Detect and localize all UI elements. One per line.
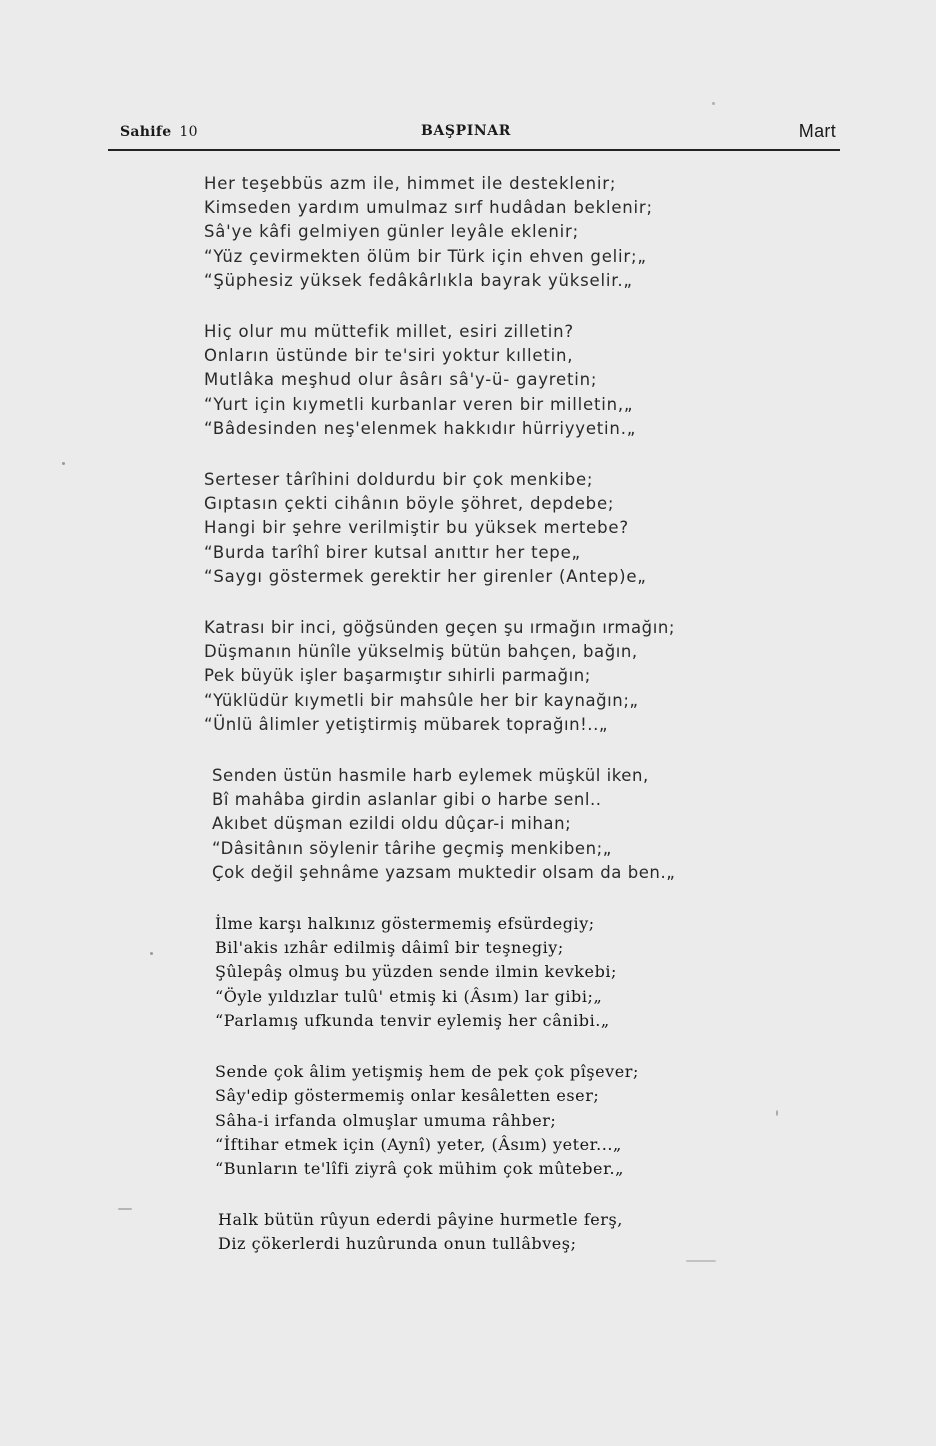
stanza-2 [204, 320, 824, 441]
verse-line: “Yüz çevirmekten ölüm bir Türk için ehven gelir;„ [204, 246, 647, 266]
scan-speck [62, 462, 65, 465]
verse-line: Sâ'ye kâfi gelmiyen günler leyâle eklenir; [204, 222, 579, 242]
verse-line: “Öyle yıldızlar tulû' etmiş ki (Âsım) lar gibi;„ [215, 986, 603, 1006]
verse-line: Hiç olur mu müttefik millet, esiri zilletin? [204, 322, 574, 342]
verse-line: “Burda tarîhî birer kutsal anıttır her tepe„ [204, 542, 581, 562]
verse-line: “Ünlü âlimler yetiştirmiş mübarek toprağın!..„ [204, 714, 608, 734]
verse-line: “İftihar etmek için (Aynî) yeter, (Âsım) yeter...„ [215, 1134, 622, 1154]
verse-line: Akıbet düşman ezildi oldu dûçar-i mihan; [212, 814, 572, 834]
verse-line: “Saygı göstermek gerektir her girenler (Antep)e„ [204, 566, 647, 586]
verse-line: Sende çok âlim yetişmiş hem de pek çok pîşever; [215, 1062, 639, 1082]
verse-line: Hangi bir şehre verilmiştir bu yüksek mertebe? [204, 518, 629, 538]
verse-line: “Yurt için kıymetli kurbanlar veren bir milletin,„ [204, 394, 634, 414]
verse-line: “Parlamış ufkunda tenvir eylemiş her cânibi.„ [215, 1010, 610, 1030]
verse-line: Bî mahâba girdin aslanlar gibi o harbe senl.. [212, 790, 602, 810]
verse-line: Her teşebbüs azm ile, himmet ile desteklenir; [204, 174, 617, 193]
stanza-6 [215, 912, 824, 1033]
stanza-5 [212, 764, 824, 885]
stanza-8 [218, 1208, 824, 1256]
verse-line: Katrası bir inci, göğsünden geçen şu ırmağın ırmağın; [204, 618, 675, 638]
verse-line: “Bunların te'lîfi ziyrâ çok mühim çok mûteber.„ [215, 1158, 624, 1178]
poem [204, 172, 824, 1284]
verse-line: Düşmanın hünîle yükselmiş bütün bahçen, bağın, [204, 642, 638, 662]
verse-line: Bil'akis ızhâr edilmiş dâimî bir teşnegiy; [215, 938, 564, 958]
verse-line: Gıptasın çekti cihânın böyle şöhret, depdebe; [204, 494, 615, 514]
page-label [120, 124, 198, 140]
page-header [108, 118, 838, 150]
verse-line: Onların üstünde bir te'siri yoktur kılletin, [204, 346, 574, 366]
scan-speck [776, 1110, 778, 1116]
scan-speck [118, 1208, 132, 1210]
verse-line: Kimseden yardım umulmaz sırf hudâdan beklenir; [204, 198, 653, 218]
page-label-text: Sahife [120, 124, 172, 140]
verse-line: “Dâsitânın söylenir târihe geçmiş menkiben;„ [212, 838, 612, 858]
issue-month: Mart [798, 121, 836, 141]
stanza-7 [215, 1060, 824, 1181]
scan-speck [150, 952, 153, 955]
journal-title: BAŞPINAR [421, 123, 511, 139]
page-number: 10 [179, 124, 198, 140]
verse-line: Çok değil şehnâme yazsam muktedir olsam da ben.„ [212, 862, 676, 882]
verse-line: “Yüklüdür kıymetli bir mahsûle her bir kaynağın;„ [204, 690, 639, 710]
verse-line: Halk bütün rûyun ederdi pâyine hurmetle ferş, [218, 1210, 623, 1230]
stanza-4 [204, 616, 824, 737]
verse-line: Senden üstün hasmile harb eylemek müşkül iken, [212, 766, 649, 786]
scan-speck [712, 102, 715, 105]
verse-line: Serteser târîhini doldurdu bir çok menkibe; [204, 470, 594, 490]
header-rule [108, 149, 840, 151]
scan-speck [686, 1260, 716, 1262]
verse-line: Diz çökerlerdi huzûrunda onun tullâbveş; [218, 1234, 577, 1254]
verse-line: “Şüphesiz yüksek fedâkârlıkla bayrak yükselir.„ [204, 270, 633, 290]
verse-line: Sâha-i irfanda olmuşlar umuma râhber; [215, 1110, 557, 1130]
stanza-1 [204, 172, 824, 293]
verse-line: Mutlâka meşhud olur âsârı sâ'y-ü- gayretin; [204, 370, 598, 390]
verse-line: Sây'edip göstermemiş onlar kesâletten eser; [215, 1086, 600, 1106]
verse-line: Pek büyük işler başarmıştır sıhirli parmağın; [204, 666, 591, 686]
verse-line: Şûlepâş olmuş bu yüzden sende ilmin kevkebi; [215, 962, 617, 982]
verse-line: İlme karşı halkınız göstermemiş efsürdegiy; [215, 914, 595, 934]
stanza-3 [204, 468, 824, 589]
verse-line: “Bâdesinden neş'elenmek hakkıdır hürriyyetin.„ [204, 418, 637, 438]
